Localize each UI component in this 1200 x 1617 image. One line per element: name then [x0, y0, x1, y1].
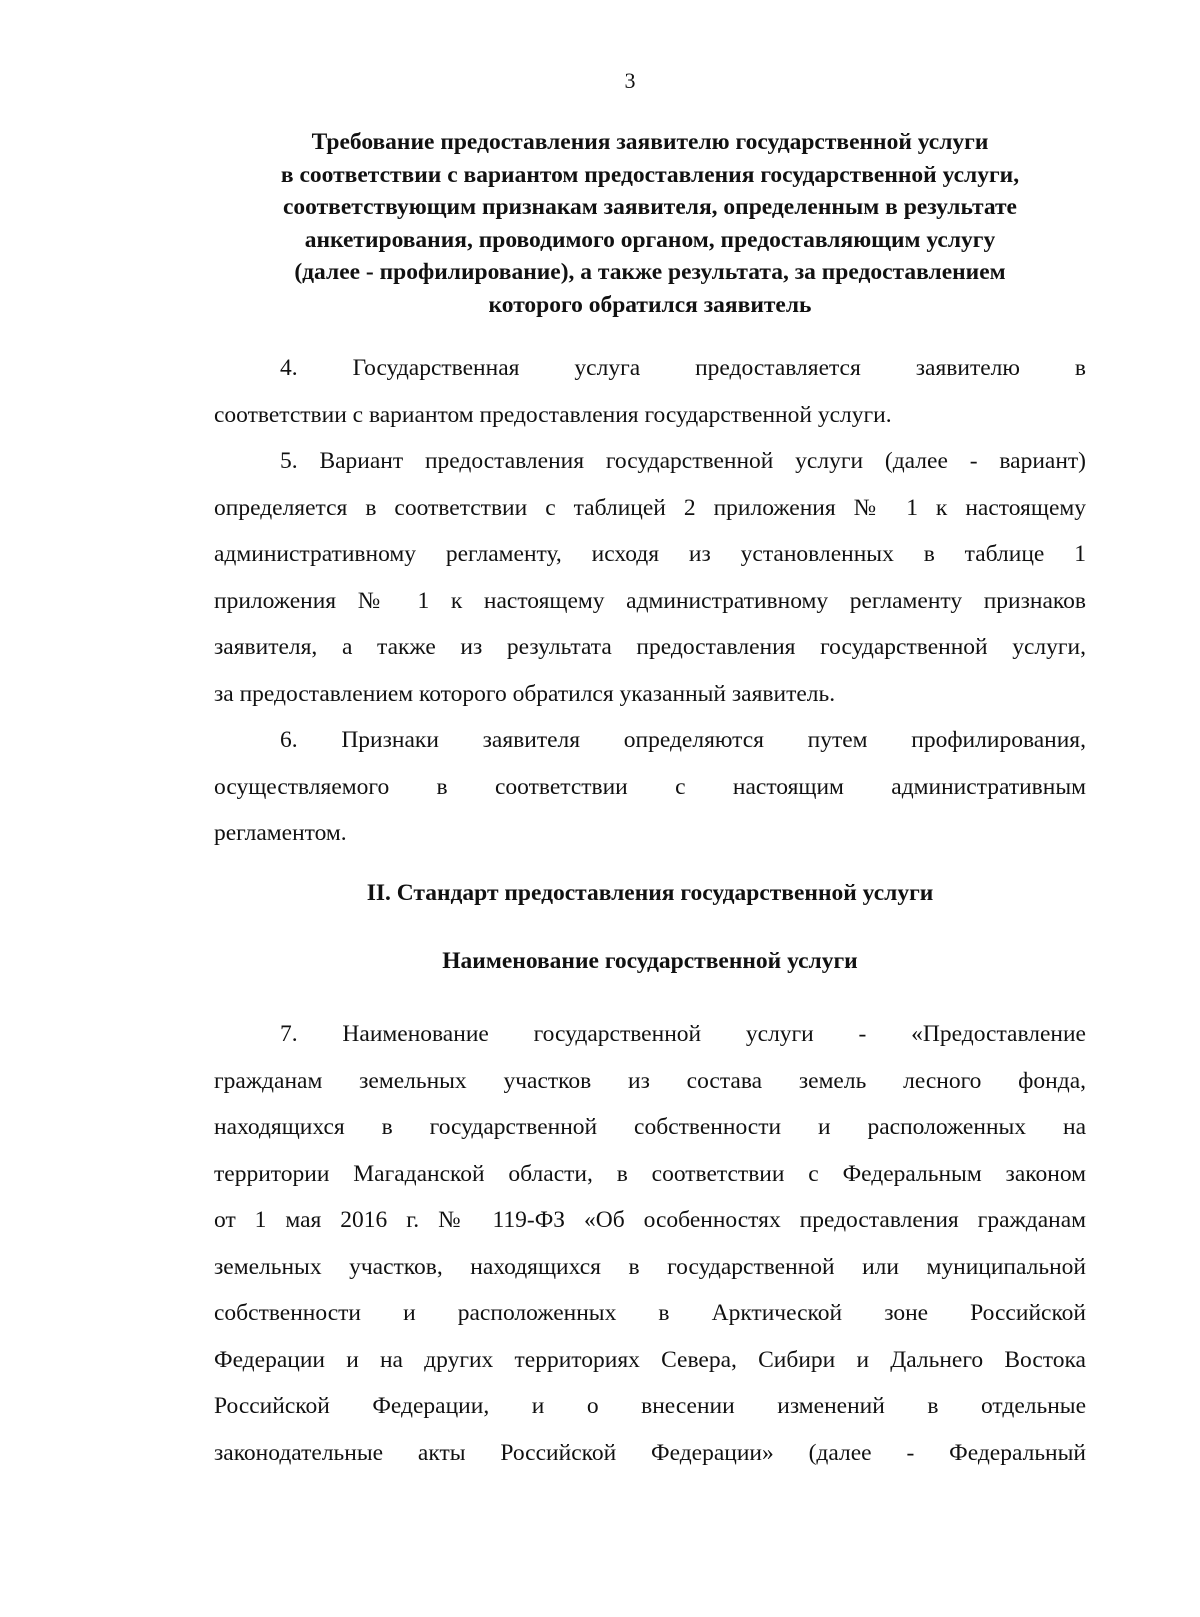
heading-line: Требование предоставления заявителю государственной услуги: [311, 129, 989, 155]
paragraph-7: [214, 1011, 1086, 1476]
heading-line: в соответствии с вариантом предоставления государственной услуги,: [280, 161, 1020, 188]
subsection-title: Наименование государственной услуги: [442, 948, 858, 974]
paragraph-line: гражданам земельных участков из состава земель лесного фонда,: [214, 1067, 1086, 1094]
paragraph-5: [214, 438, 1086, 717]
paragraph-line: заявителя, а также из результата предоставления государственной услуги,: [214, 634, 1086, 660]
paragraph-line: приложения № 1 к настоящему административному регламенту признаков: [214, 587, 1086, 614]
paragraph-line: находящихся в государственной собственности и расположенных на: [214, 1114, 1086, 1140]
paragraph-line: соответствии с вариантом предоставления государственной услуги.: [214, 401, 892, 428]
paragraph-line: территории Магаданской области, в соответствии с Федеральным законом: [214, 1160, 1086, 1187]
paragraph-line: регламентом.: [214, 820, 347, 846]
paragraph-line: законодательные акты Российской Федерации» (далее - Федеральный: [214, 1439, 1086, 1466]
paragraph-line: Федерации и на других территориях Севера, Сибири и Дальнего Востока: [214, 1346, 1086, 1373]
paragraph-line: 5. Вариант предоставления государственной услуги (далее - вариант): [280, 448, 1086, 474]
heading-line: (далее - профилирование), а также результата, за предоставлением: [294, 259, 1006, 285]
paragraph-4: [214, 345, 1086, 438]
heading-line: которого обратился заявитель: [488, 291, 812, 318]
paragraph-line: Российской Федерации, и о внесении изменений в отдельные: [214, 1393, 1086, 1419]
requirement-heading: [210, 126, 1090, 321]
paragraph-line: от 1 мая 2016 г. № 119-ФЗ «Об особенностях предоставления гражданам: [214, 1207, 1086, 1233]
paragraph-line: земельных участков, находящихся в государственной или муниципальной: [214, 1253, 1086, 1280]
paragraph-line: 7. Наименование государственной услуги - «Предоставление: [280, 1021, 1086, 1047]
heading-line: соответствующим признакам заявителя, определенным в результате: [283, 194, 1017, 220]
paragraph-line: 6. Признаки заявителя определяются путем профилирования,: [280, 727, 1086, 753]
paragraph-6: [214, 717, 1086, 857]
paragraph-line: осуществляемого в соответствии с настоящим административным: [214, 773, 1086, 800]
paragraph-line: собственности и расположенных в Арктической зоне Российской: [214, 1300, 1086, 1326]
heading-line: анкетирования, проводимого органом, предоставляющим услугу: [304, 226, 996, 253]
paragraph-line: 4. Государственная услуга предоставляется заявителю в: [280, 355, 1086, 381]
paragraph-line: определяется в соответствии с таблицей 2 приложения № 1 к настоящему: [214, 494, 1086, 521]
page-number: 3: [624, 68, 636, 93]
paragraph-line: административному регламенту, исходя из установленных в таблице 1: [214, 541, 1086, 567]
paragraph-line: за предоставлением которого обратился указанный заявитель.: [214, 680, 836, 707]
section-title: II. Стандарт предоставления государственной услуги: [366, 880, 934, 906]
